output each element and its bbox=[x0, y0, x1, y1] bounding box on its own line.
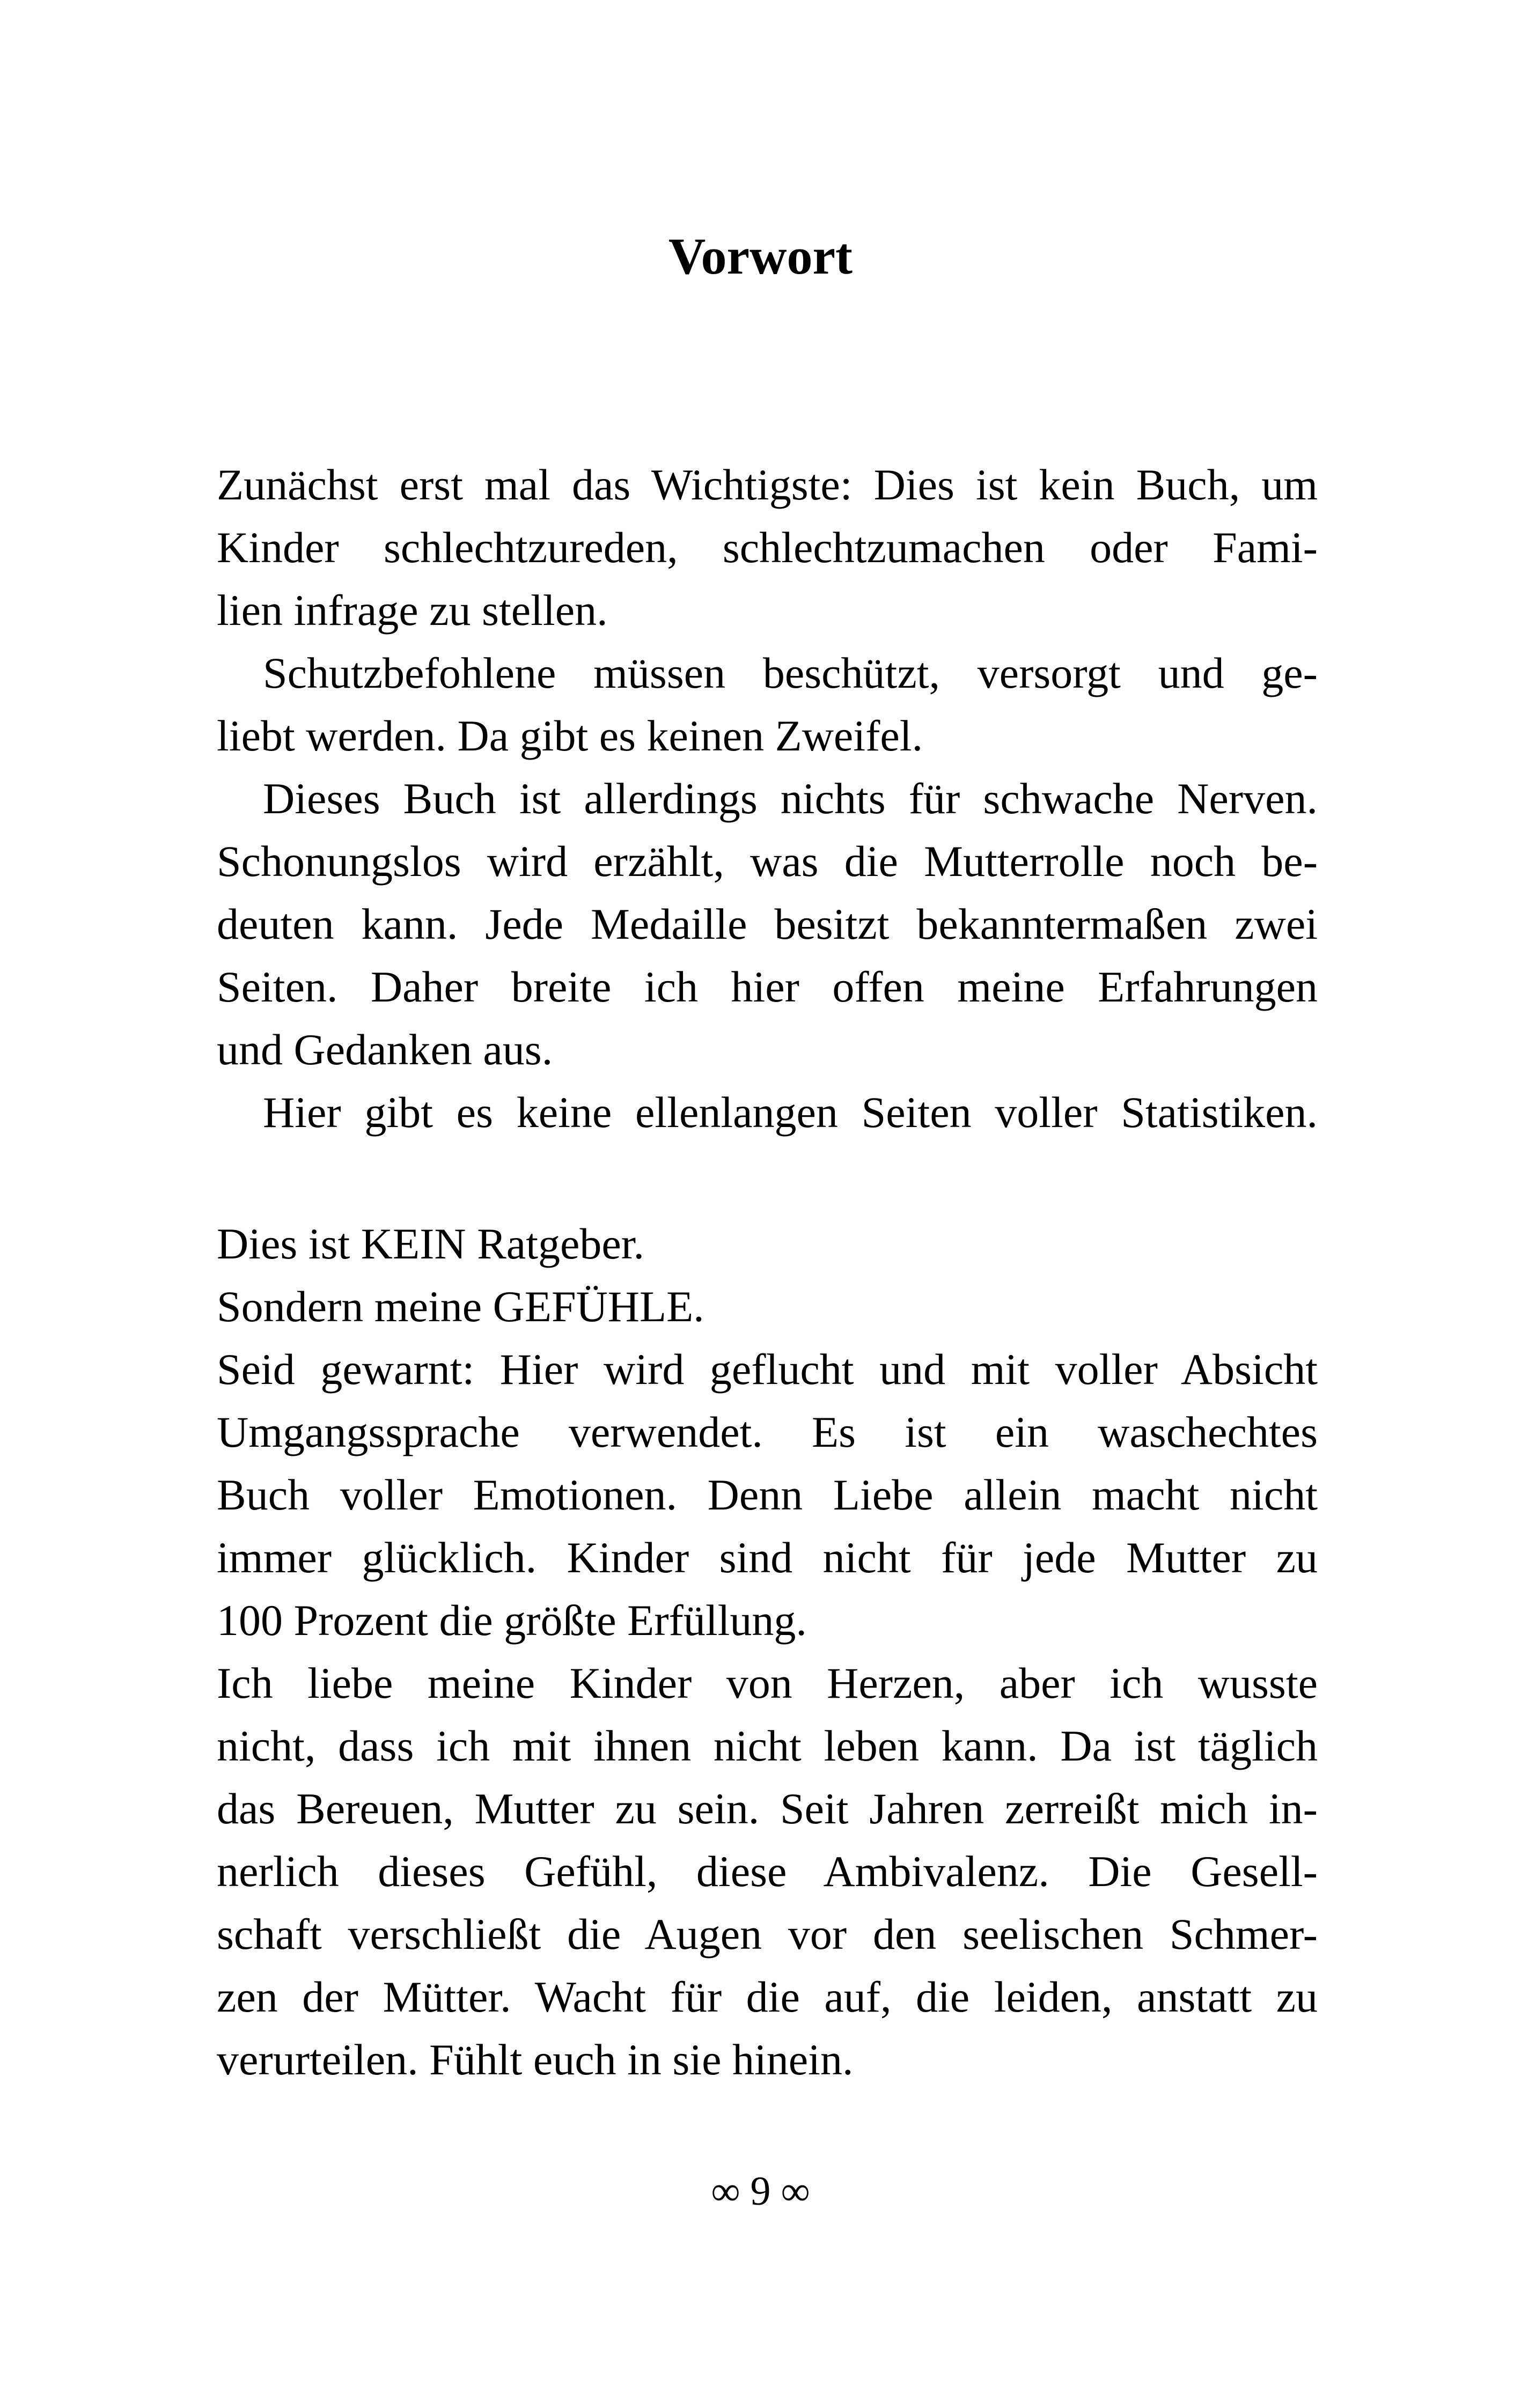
paragraph-block-2 bbox=[217, 1212, 1318, 2091]
text-line: schaft verschließt die Augen vor den seelischen Schmer- bbox=[217, 1910, 1318, 1958]
paragraph-block-1 bbox=[217, 453, 1318, 1144]
text-line: Umgangssprache verwendet. Es ist ein waschechtes bbox=[217, 1408, 1318, 1456]
text-line: lien infrage zu stellen. bbox=[217, 586, 608, 635]
text-line: liebt werden. Da gibt es keinen Zweifel. bbox=[217, 711, 923, 760]
text-line: nicht, dass ich mit ihnen nicht leben kann. Da ist täglich bbox=[217, 1721, 1318, 1770]
text-line: Dieses Buch ist allerdings nichts für schwache Nerven. bbox=[263, 774, 1318, 823]
text-line: Schutzbefohlene müssen beschützt, versorgt und ge- bbox=[263, 649, 1318, 697]
text-line: Sondern meine GEFÜHLE. bbox=[217, 1282, 704, 1331]
text-line: verurteilen. Fühlt euch in sie hinein. bbox=[217, 2035, 854, 2084]
text-line: zen der Mütter. Wacht für die auf, die leiden, anstatt zu bbox=[217, 1972, 1318, 2021]
text-line: nerlich dieses Gefühl, diese Ambivalenz. Die Gesell- bbox=[217, 1847, 1318, 1896]
chapter-title: Vorwort bbox=[668, 227, 853, 285]
text-line: Buch voller Emotionen. Denn Liebe allein macht nicht bbox=[217, 1470, 1318, 1519]
text-line: Hier gibt es keine ellenlangen Seiten voller Statistiken. bbox=[263, 1088, 1318, 1137]
text-line: Seid gewarnt: Hier wird geflucht und mit voller Absicht bbox=[217, 1345, 1318, 1394]
text-line: Ich liebe meine Kinder von Herzen, aber ich wusste bbox=[217, 1659, 1318, 1707]
text-line: und Gedanken aus. bbox=[217, 1025, 553, 1074]
text-line: das Bereuen, Mutter zu sein. Seit Jahren zerreißt mich in- bbox=[217, 1784, 1318, 1833]
text-line: deuten kann. Jede Medaille besitzt bekanntermaßen zwei bbox=[217, 900, 1318, 948]
text-line: Dies ist KEIN Ratgeber. bbox=[217, 1219, 645, 1268]
text-line: immer glücklich. Kinder sind nicht für jede Mutter zu bbox=[217, 1533, 1318, 1582]
text-line: Seiten. Daher breite ich hier offen meine Erfahrungen bbox=[217, 962, 1318, 1011]
text-line: Schonungslos wird erzählt, was die Mutterrolle noch be- bbox=[217, 837, 1318, 886]
page-number: ∞ 9 ∞ bbox=[711, 2169, 810, 2214]
text-line: Zunächst erst mal das Wichtigste: Dies ist kein Buch, um bbox=[217, 460, 1318, 509]
text-line: 100 Prozent die größte Erfüllung. bbox=[217, 1596, 807, 1645]
text-line: Kinder schlechtzureden, schlechtzumachen oder Fami- bbox=[217, 523, 1318, 572]
